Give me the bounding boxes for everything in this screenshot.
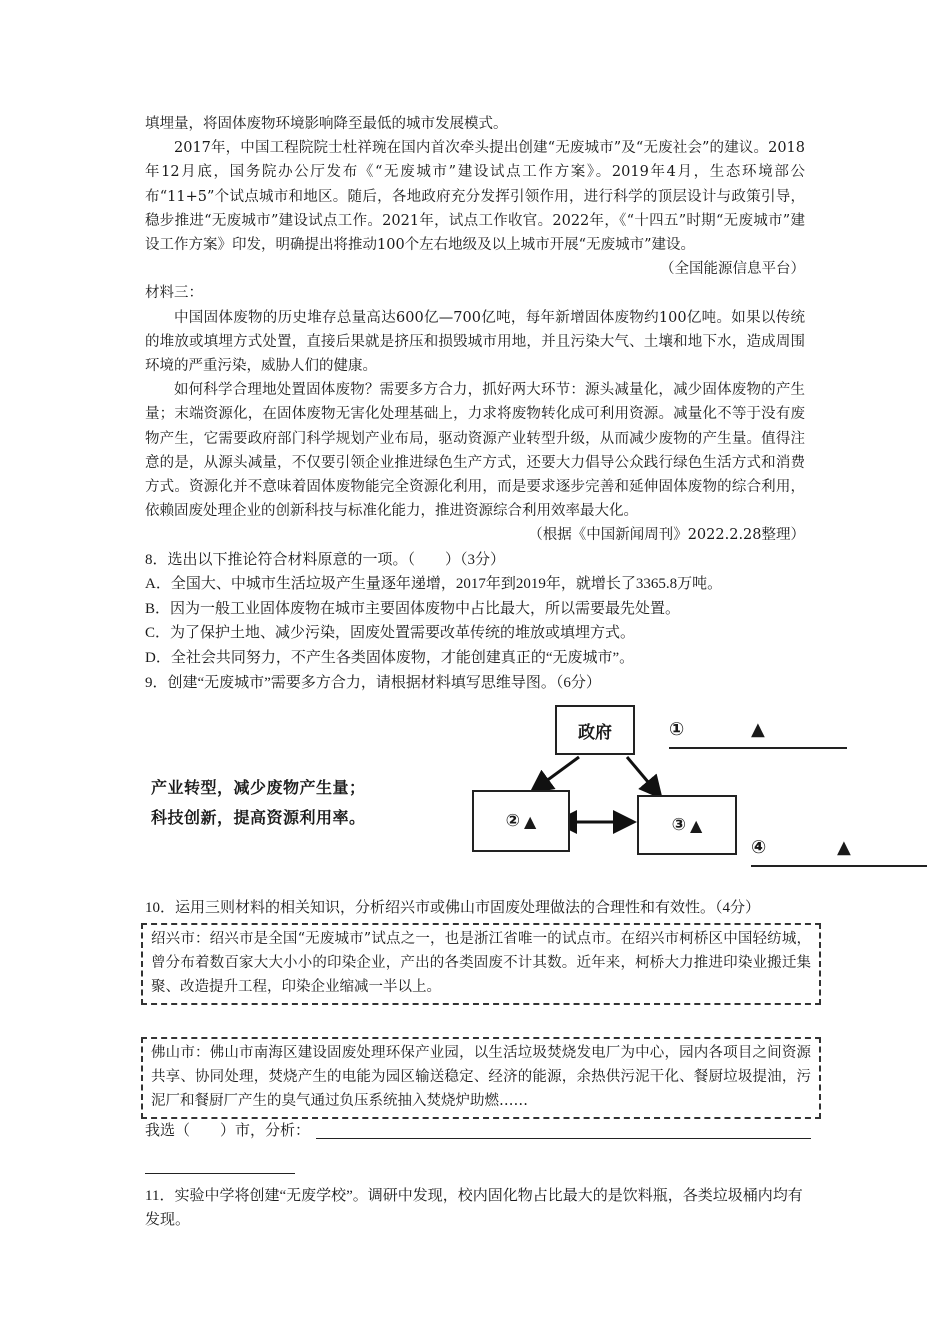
hint-text: 产业转型，减少废物产生量； 科技创新，提高资源利用率。 bbox=[151, 778, 366, 828]
question-11-stem: 11．实验中学将创建“无废学校”。调研中发现，校内固化物占比最大的是饮料瓶，各类垃圾桶内均有发现。 bbox=[145, 1187, 803, 1229]
material2-source: （全国能源信息平台） bbox=[660, 261, 805, 278]
blank-4-triangle: ▲ bbox=[837, 837, 851, 859]
blank-4-number: ④ bbox=[751, 837, 767, 859]
answer-line-2[interactable] bbox=[145, 1173, 295, 1174]
shaoxing-text: 绍兴市：绍兴市是全国“无废城市”试点之一，也是浙江省唯一的试点市。在绍兴市柯桥区中国轻纺城，曾分布着数百家大大小小的印染企业，产出的各类固废不计其数。近年来，柯桥大力推进印染业搬迁集聚、改造提升工程，印染企业缩减一半以上。 bbox=[151, 930, 811, 995]
blank-1-number: ① bbox=[669, 719, 685, 741]
answer-line[interactable] bbox=[316, 1138, 811, 1139]
question-8-option-c: C．为了保护土地、减少污染，固废处置需要改革传统的堆放或填埋方式。 bbox=[145, 625, 636, 642]
question-8-stem: 8．选出以下推论符合材料原意的一项。（ ）（3分） bbox=[145, 551, 506, 568]
material2-paragraph: 2017年，中国工程院院士杜祥琬在国内首次牵头提出创建“无废城市”及“无废社会”的建议。2018年12月底，国务院办公厅发布《“无废城市”建设试点工作方案》。2019年4月，生态环境部公布“11+5”个试点城市和地区。随后，各地政府充分发挥引领作用，进行科学的顶层设计与政策引导，稳步推进“无废城市”建设试点工作。2021年，试点工作收官。2022年，《“十四五”时期“无废城市”建设工作方案》印发，明确提出将推动100个左右地级及以上城市开展“无废城市”建设。 bbox=[145, 140, 805, 254]
question-8-option-a: A．全国大、中城市生活垃圾产生量逐年递增，2017年到2019年，就增长了3365.8万吨。 bbox=[145, 576, 723, 593]
box-2: ② ▲ bbox=[472, 790, 570, 852]
arrow-gov-to-box3 bbox=[627, 757, 659, 795]
government-box: 政府 bbox=[555, 705, 635, 755]
answer-prompt: 我选（ ）市，分析： bbox=[145, 1122, 311, 1139]
material3-paragraph-2: 如何科学合理地处置固体废物？需要多方合力，抓好两大环节：源头减量化，减少固体废物的产生量；末端资源化，在固体废物无害化处理基础上，力求将废物转化成可利用资源。减量化不等于没有废物产生，它需要政府部门科学规划产业布局，驱动资源产业转型升级，从而减少废物的产生量。值得注意的是，从源头减量，不仅要引领企业推进绿色生产方式，还要大力倡导公众践行绿色生活方式和消费方式。资源化并不意味着固体废物能完全资源化利用，而是要求逐步完善和延伸固体废物的综合利用，依赖固废处理企业的创新科技与标准化能力，推进资源综合利用效率最大化。 bbox=[145, 382, 805, 520]
answer-area[interactable] bbox=[145, 1119, 805, 1143]
question-9-stem: 9．创建“无废城市”需要多方合力，请根据材料填写思维导图。（6分） bbox=[145, 674, 601, 691]
material3-paragraph-1: 中国固体废物的历史堆存总量高达600亿—700亿吨，每年新增固体废物约100亿吨。如果以传统的堆放或填埋方式处置，直接后果就是挤压和损毁城市用地，并且污染大气、土壤和地下水，造成周围环境的严重污染，威胁人们的健康。 bbox=[145, 309, 805, 375]
material2-tail-line: 填埋量，将固体废物环境影响降至最低的城市发展模式。 bbox=[145, 116, 508, 132]
box-3: ③ ▲ bbox=[637, 795, 737, 855]
blank-1-line bbox=[669, 747, 847, 749]
material3-label: 材料三： bbox=[145, 285, 203, 302]
foshan-text: 佛山市：佛山市南海区建设固废处理环保产业园，以生活垃圾焚烧发电厂为中心，园内各项目之间资源共享、协同处理，焚烧产生的电能为园区输送稳定、经济的能源，余热供污泥干化、餐厨垃圾提油，污泥厂和餐厨厂产生的臭气通过负压系统抽入焚烧炉助燃…… bbox=[151, 1044, 811, 1109]
mind-map bbox=[139, 695, 929, 890]
foshan-box bbox=[141, 1037, 821, 1119]
arrow-gov-to-box2 bbox=[534, 757, 579, 790]
shaoxing-box bbox=[141, 923, 821, 1005]
exam-page bbox=[145, 112, 851, 1233]
question-8-option-b: B．因为一般工业固体废物在城市主要固体废物中占比最大，所以需要最先处置。 bbox=[145, 600, 681, 617]
blank-4-line bbox=[751, 865, 927, 867]
material3-source: （根据《中国新闻周刊》2022.2.28整理） bbox=[528, 527, 805, 544]
question-10-stem: 10．运用三则材料的相关知识，分析绍兴市或佛山市固废处理做法的合理性和有效性。（4分） bbox=[145, 900, 761, 917]
question-8-option-d: D．全社会共同努力，不产生各类固体废物，才能创建真正的“无废城市”。 bbox=[145, 650, 635, 667]
blank-1-triangle: ▲ bbox=[751, 719, 765, 741]
